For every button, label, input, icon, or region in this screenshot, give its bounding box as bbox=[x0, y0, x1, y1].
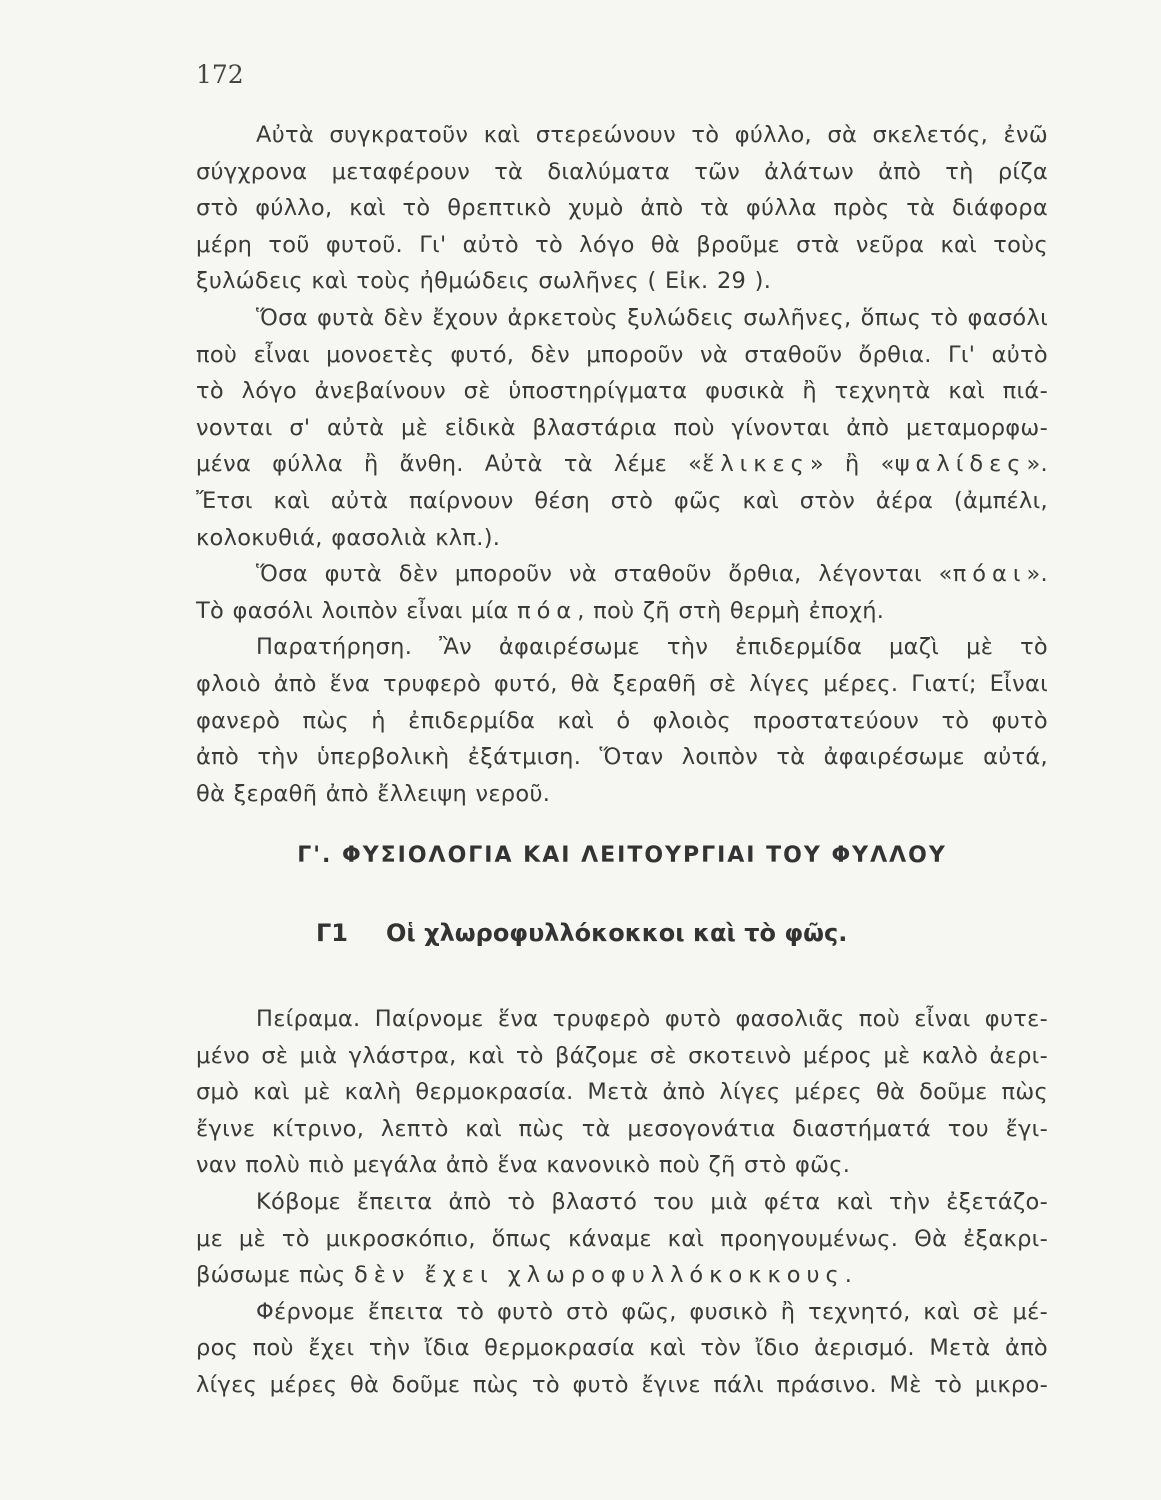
paragraph-block bbox=[196, 117, 1048, 812]
spaced-term: δὲν ἔχει χλωροφυλλόκοκκους bbox=[353, 1262, 845, 1289]
text-line: κολοκυθιά, φασολιὰ κλπ.). bbox=[196, 524, 501, 551]
text-line bbox=[196, 446, 1048, 483]
text-span: Παίρνομε ἕνα τρυφερὸ φυτὸ φασολιᾶς ποὺ εἶναι φυτε- bbox=[360, 1006, 1048, 1032]
text-line: τὸ λόγο ἀνεβαίνουν σὲ ὑποστηρίγματα φυσικὰ ἢ τεχνητὰ καὶ πιά- bbox=[196, 378, 1048, 405]
page-number: 172 bbox=[196, 60, 244, 89]
text-span: Ὅσα φυτὰ δὲν μποροῦν νὰ σταθοῦν ὄρθια, λέγονται « bbox=[256, 561, 953, 588]
text-line: ναν πολὺ πιὸ μεγάλα ἀπὸ ἕνα κανονικὸ ποὺ ζῆ στὸ φῶς. bbox=[196, 1152, 851, 1179]
text-line bbox=[196, 629, 1048, 666]
text-span: ». bbox=[1026, 561, 1048, 588]
text-line: ξυλώδεις καὶ τοὺς ἠθμώδεις σωλῆνες ( Εἰκ. 29 ). bbox=[196, 268, 772, 295]
spaced-term: πόα bbox=[517, 597, 578, 624]
paragraph-block bbox=[196, 1001, 1048, 1404]
text-line: μέρη τοῦ φυτοῦ. Γι' αὐτὸ τὸ λόγο θὰ βροῦμε στὰ νεῦρα καὶ τοὺς bbox=[196, 231, 1048, 258]
subsection-heading bbox=[316, 919, 847, 947]
text-line: ποὺ εἶναι μονοετὲς φυτό, δὲν μποροῦν νὰ σταθοῦν ὄρθια. Γι' αὐτὸ bbox=[196, 341, 1048, 368]
text-span: Ἂν ἀφαιρέσωμε τὴν ἐπιδερμίδα μαζὶ μὲ τὸ bbox=[412, 634, 1048, 661]
text-line bbox=[196, 1257, 1048, 1294]
text-line: ἀπὸ τὴν ὑπερβολικὴ ἐξάτμιση. Ὅταν λοιπὸν τὰ ἀφαιρέσωμε αὐτά, bbox=[196, 744, 1048, 771]
text-line: Ὅσα φυτὰ δὲν ἔχουν ἀρκετοὺς ξυλώδεις σωλῆνες, ὅπως τὸ φασόλι bbox=[256, 304, 1048, 331]
text-line: Αὐτὰ συγκρατοῦν καὶ στερεώνουν τὸ φύλλο, σὰ σκελετός, ἐνῶ bbox=[256, 122, 1048, 148]
text-span: μένα φύλλα ἢ ἄνθη. Αὐτὰ τὰ λέμε « bbox=[196, 451, 703, 478]
subsection-title: Οἱ χλωροφυλλόκοκκοι καὶ τὸ φῶς. bbox=[386, 919, 848, 947]
spaced-term: πόαι bbox=[952, 561, 1027, 588]
text-line: νονται σ' αὐτὰ μὲ εἰδικὰ βλαστάρια ποὺ γίνονται ἀπὸ μεταμορφω- bbox=[196, 414, 1048, 441]
text-line bbox=[196, 1001, 1048, 1038]
text-span: , ποὺ ζῆ στὴ θερμὴ ἐποχή. bbox=[577, 597, 885, 624]
text-line: Κόβομε ἔπειτα ἀπὸ τὸ βλαστό του μιὰ φέτα καὶ τὴν ἐξετάζο- bbox=[256, 1188, 1048, 1215]
text-line: ρος ποὺ ἔχει τὴν ἴδια θερμοκρασία καὶ τὸν ἴδιο ἀερισμό. Μετὰ ἀπὸ bbox=[196, 1335, 1048, 1362]
text-line: λίγες μέρες θὰ δοῦμε πὼς τὸ φυτὸ ἔγινε πάλι πράσινο. Μὲ τὸ μικρο- bbox=[196, 1371, 1048, 1398]
text-line bbox=[196, 593, 1048, 630]
text-line: στὸ φύλλο, καὶ τὸ θρεπτικὸ χυμὸ ἀπὸ τὰ φύλλα πρὸς τὰ διάφορα bbox=[196, 195, 1048, 222]
text-line: Ἔτσι καὶ αὐτὰ παίρνουν θέση στὸ φῶς καὶ στὸν ἀέρα (ἀμπέλι, bbox=[196, 487, 1048, 514]
text-span: . bbox=[844, 1262, 853, 1289]
text-span: » ἢ « bbox=[809, 451, 895, 478]
text-line: φανερὸ πὼς ἡ ἐπιδερμίδα καὶ ὁ φλοιὸς προστατεύουν τὸ φυτὸ bbox=[196, 707, 1048, 734]
paragraph-lead: Παρατήρηση. bbox=[256, 634, 413, 661]
paragraph-lead: Πείραμα. bbox=[256, 1006, 361, 1032]
text-line bbox=[196, 556, 1048, 593]
text-line: σμὸ καὶ μὲ καλὴ θερμοκρασία. Μετὰ ἀπὸ λίγες μέρες θὰ δοῦμε πὼς bbox=[196, 1079, 1048, 1106]
text-line: σύγχρονα μεταφέρουν τὰ διαλύματα τῶν ἀλάτων ἀπὸ τὴ ρίζα bbox=[196, 158, 1048, 185]
text-line: φλοιὸ ἀπὸ ἕνα τρυφερὸ φυτό, θὰ ξεραθῆ σὲ λίγες μέρες. Γιατί; Εἶναι bbox=[196, 670, 1048, 697]
text-line: με μὲ τὸ μικροσκόπιο, ὅπως κάναμε καὶ προηγουμένως. Θὰ ἐξακρι- bbox=[196, 1225, 1048, 1252]
text-span: βώσωμε πὼς bbox=[196, 1262, 354, 1289]
subsection-number: Γ1 bbox=[316, 919, 348, 947]
text-line: θὰ ξεραθῆ ἀπὸ ἔλλειψη νεροῦ. bbox=[196, 780, 551, 807]
text-span: ». bbox=[1026, 451, 1048, 478]
text-span: Τὸ φασόλι λοιπὸν εἶναι μία bbox=[196, 597, 518, 624]
section-heading: Γ'. ΦΥΣΙΟΛΟΓΙΑ ΚΑΙ ΛΕΙΤΟΥΡΓΙΑΙ ΤΟΥ ΦΥΛΛΟΥ bbox=[297, 843, 947, 868]
spaced-term: ψαλίδες bbox=[894, 451, 1027, 478]
text-line: ἔγινε κίτρινο, λεπτὸ καὶ πὼς τὰ μεσογονάτια διαστήματά του ἔγι- bbox=[196, 1115, 1048, 1142]
spaced-term: ἕλικες bbox=[702, 451, 810, 478]
text-line: μένο σὲ μιὰ γλάστρα, καὶ τὸ βάζομε σὲ σκοτεινὸ μέρος μὲ καλὸ ἀερι- bbox=[196, 1042, 1048, 1069]
text-line: Φέρνομε ἔπειτα τὸ φυτὸ στὸ φῶς, φυσικὸ ἢ τεχνητό, καὶ σὲ μέ- bbox=[256, 1298, 1048, 1325]
